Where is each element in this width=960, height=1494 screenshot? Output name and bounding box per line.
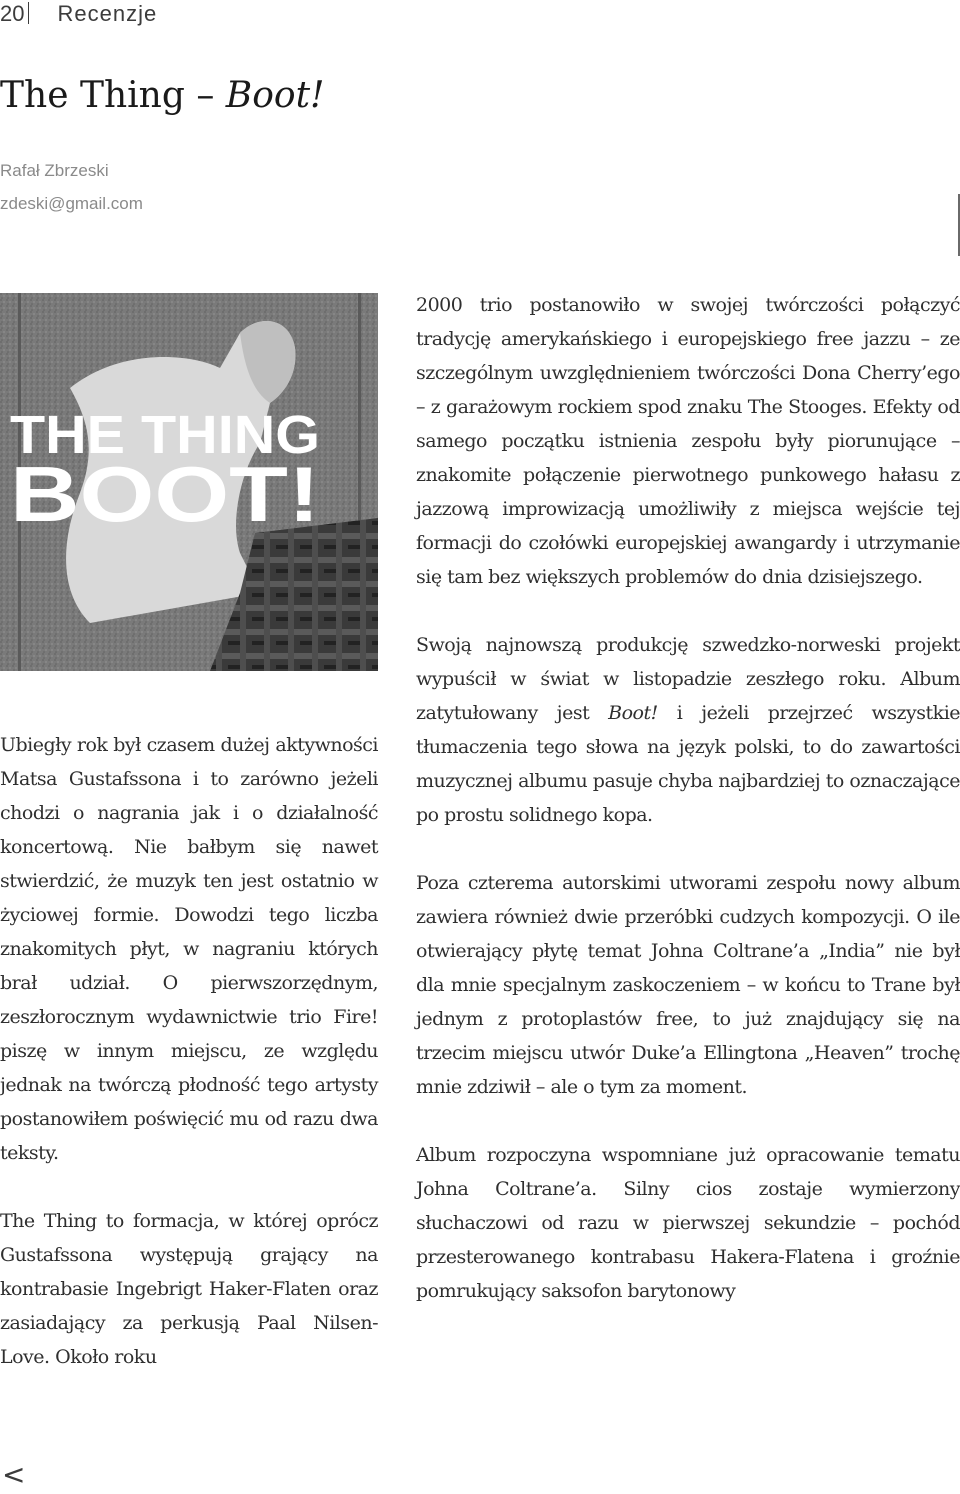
right-column [416, 288, 960, 1308]
header-divider [28, 2, 29, 24]
running-header [0, 0, 157, 28]
title-main: The Thing – [0, 75, 226, 116]
author-email[interactable]: zdeski@gmail.com [0, 194, 143, 213]
right-paragraph-3: Poza czterema autorskimi utworami zespołu nowy album zawiera również dwie przeróbki cudzych kompozycji. O ile otwierający płytę temat Johna Coltrane’a „India” nie był dla mnie specjalnym zaskoczeniem – w końcu to Trane był jednym z protoplastów free, to już znajdujący się na trzecim miejscu utwór Duke’a Ellingtona „Heaven” trochę mnie zdziwił – ale o tym za moment. [416, 872, 960, 1098]
right-paragraph-4: Album rozpoczyna wspomniane już opracowanie tematu Johna Coltrane’a. Silny cios zostaje wymierzony słuchaczowi od razu w pierwszej sekundzie – pochód przesterowanego kontrabasu Hakera-Flatena i groźnie pomrukujący saksofon barytonowy [416, 1144, 960, 1302]
right-paragraph-1: 2000 trio postanowiło w swojej twórczości połączyć tradycję amerykańskiego i europejskiego free jazzu – ze szczególnym uwzględnieniem twórczości Dona Cherry’ego – z garażowym rockiem spod znaku The Stooges. Efekty od samego początku istnienia zespołu były piorunujące – znakomite połączenie pierwotnego punkowego hałasu z jazzową improwizacją umożliwiły z miejsca wejście tej formacji do czołówki europejskiej awangardy i utrzymanie się tam bez większych problemów do dnia dzisiejszego. [416, 294, 960, 588]
left-paragraph-1: Ubiegły rok był czasem dużej aktywności Matsa Gustafssona i to zarówno jeżeli chodzi o nagrania jak i o działalność koncertową. Nie bałbym się nawet stwierdzić, że muzyk ten jest ostatnio w życiowej formie. Dowodzi tego liczba znakomitych płyt, w nagraniu których brał udział. O pierwszorzędnym, zeszłorocznym wydawnictwie trio Fire! piszę w innym miejscu, ze względu jednak na twórczą płodność tego artysty postanowiłem poświęcić mu od razu dwa teksty. [0, 734, 378, 1164]
left-paragraph-2: The Thing to formacja, w której oprócz Gustafssona występują grający na kontrabasie Ingebrigt Haker-Flaten oraz zasiadający za perkusją Paal Nilsen-Love. Około roku [0, 1210, 378, 1368]
section-label: Recenzje [57, 1, 158, 26]
title-italic: Boot! [225, 75, 325, 116]
left-column [0, 728, 378, 1374]
back-arrow-icon[interactable]: < [2, 1458, 26, 1491]
page-number: 20 [0, 1, 25, 26]
article-title [0, 72, 325, 120]
right-paragraph-2-a: Swoją najnowszą produkcję szwedzko-norweski projekt wypuścił w świat w listopadzie zeszłego roku. Album zatytułowany jest [416, 634, 960, 724]
album-title-italic: Boot! [608, 702, 658, 724]
cover-title-line2: BOOT! [10, 450, 320, 538]
album-cover-image [0, 293, 378, 671]
cover-title-line1: THE THING [10, 405, 320, 465]
right-paragraph-2 [416, 628, 960, 832]
right-paragraph-2-b: i jeżeli przejrzeć wszystkie tłumaczenia tego słowa na język polski, to do zawartości muzycznej albumu pasuje chyba najbardziej to oznaczające po prostu solidnego kopa. [416, 702, 960, 826]
author-name: Rafał Zbrzeski [0, 161, 109, 180]
